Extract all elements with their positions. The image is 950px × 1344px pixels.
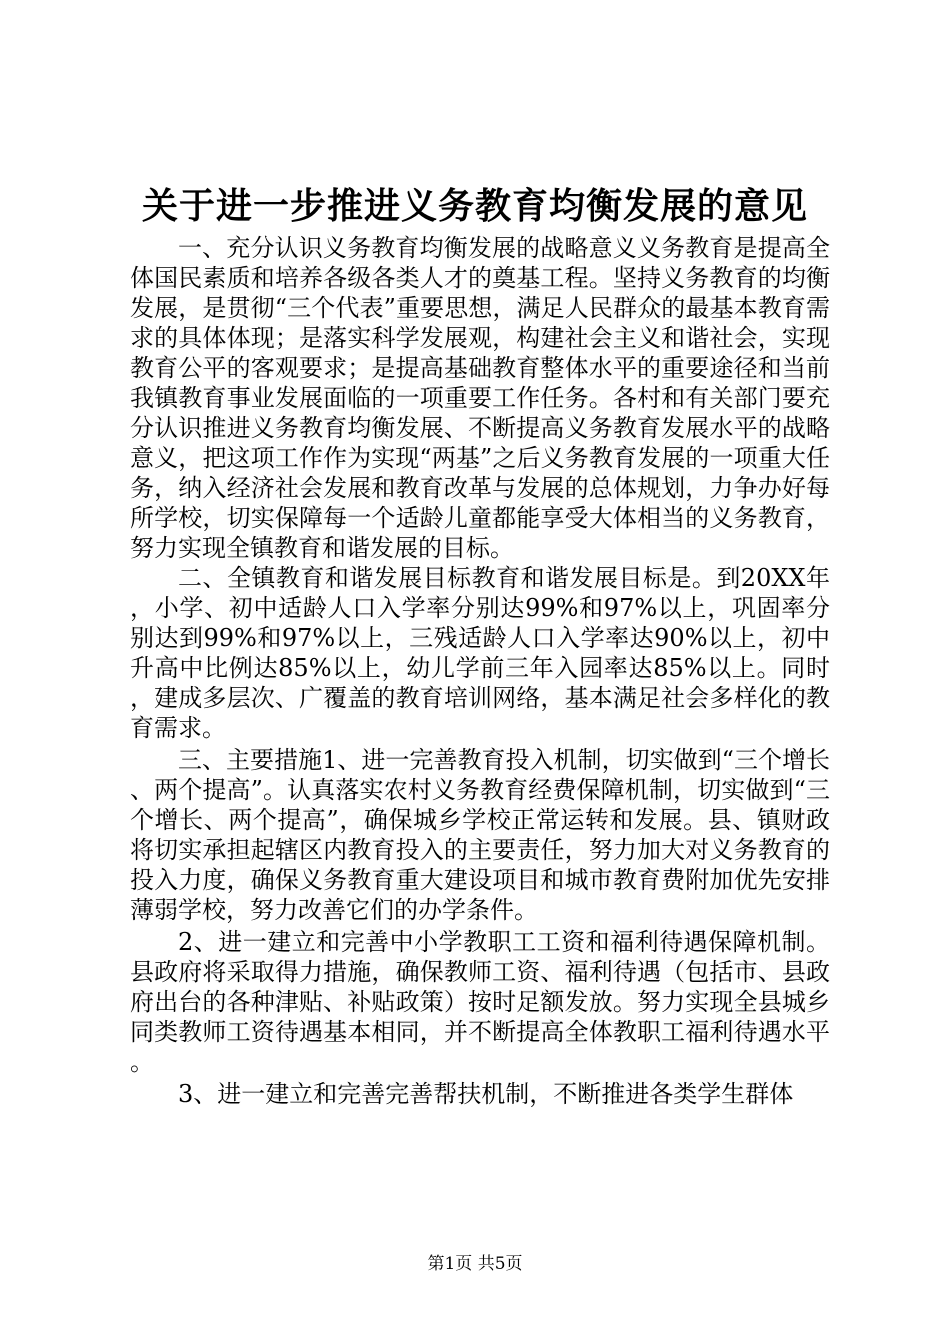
- paragraph-section-1: 一、充分认识义务教育均衡发展的战略意义义务教育是提高全体国民素质和培养各级各类人才的奠基工程。坚持义务教育的均衡发展，是贯彻“三个代表”重要思想，满足人民群众的最基本教育需求的具体体现；是落实科学发展观，构建社会主义和谐社会，实现教育公平的客观要求；是提高基础教育整体水平的重要途径和当前我镇教育事业发展面临的一项重要工作任务。各村和有关部门要充分认识推进义务教育均衡发展、不断提高义务教育发展水平的战略意义，把这项工作作为实现“两基”之后义务教育发展的一项重大任务，纳入经济社会发展和教育改革与发展的总体规划，力争办好每所学校，切实保障每一个适龄儿童都能享受大体相当的义务教育，努力实现全镇教育和谐发展的目标。: [130, 234, 830, 562]
- paragraph-section-3: 三、主要措施1、进一完善教育投入机制，切实做到“三个增长、两个提高”。认真落实农村义务教育经费保障机制，切实做到“三个增长、两个提高”，确保城乡学校正常运转和发展。县、镇财政将切实承担起辖区内教育投入的主要责任，努力加大对义务教育的投入力度，确保义务教育重大建设项目和城市教育费附加优先安排薄弱学校，努力改善它们的办学条件。: [130, 746, 830, 924]
- page-number-footer: 第1页 共5页: [427, 1254, 523, 1274]
- paragraph-measure-3: 3、进一建立和完善完善帮扶机制，不断推进各类学生群体: [178, 1080, 794, 1108]
- paragraph-section-2: 二、全镇教育和谐发展目标教育和谐发展目标是。到20XX年，小学、初中适龄人口入学率分别达99%和97%以上，巩固率分别达到99%和97%以上，三残适龄人口入学率达90%以上，初中升高中比例达85%以上，幼儿学前三年入园率达85%以上。同时，建成多层次、广覆盖的教育培训网络，基本满足社会多样化的教育需求。: [130, 564, 830, 742]
- document-body: [130, 233, 830, 1109]
- document-title: 关于进一步推进义务教育均衡发展的意见: [141, 185, 808, 227]
- paragraph-measure-2: 2、进一建立和完善中小学教职工工资和福利待遇保障机制。县政府将采取得力措施，确保教师工资、福利待遇（包括市、县政府出台的各种津贴、补贴政策）按时足额发放。努力实现全县城乡同类教师工资待遇基本相同，并不断提高全体教职工福利待遇水平。: [130, 928, 830, 1076]
